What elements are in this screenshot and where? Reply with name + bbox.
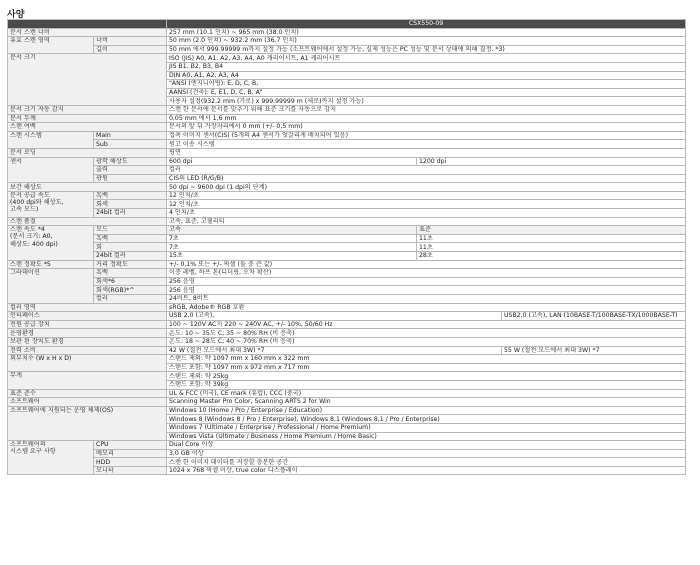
row-value: USB2,0 (고속), LAN (10BASE-T/100BASE-TX/1000BASE-T) — [502, 312, 686, 321]
row-value: 50 mm (2.0 인치) ~ 932.2 mm (36.7 인치) — [167, 37, 686, 46]
row-value: 12 인치/초 — [167, 200, 686, 209]
row-sublabel: 너비 — [94, 37, 167, 46]
table-row — [8, 123, 686, 132]
table-row — [8, 148, 686, 157]
row-label: 컬러 영역 — [8, 303, 167, 312]
row-value: 1200 dpi — [417, 157, 686, 166]
table-row — [8, 105, 686, 114]
row-sublabel: 길이 — [94, 45, 167, 54]
mode-header: 고속 — [167, 226, 417, 235]
row-value: CIS의 LED (R/G/B) — [167, 174, 686, 183]
row-value: 7초 — [167, 243, 417, 252]
table-row — [8, 140, 686, 149]
row-sublabel: 컬러 — [94, 295, 167, 304]
row-value: UL & FCC (미국), CE mark (유럽), CCC (중국) — [167, 389, 686, 398]
row-value: 0,05 mm 에서 1,6 mm — [167, 114, 686, 123]
label-line: (문서 크기: A0, — [10, 233, 53, 241]
row-value: 24비트, 8비트 — [167, 295, 686, 304]
table-row — [8, 28, 686, 37]
table-row — [8, 174, 686, 183]
table-row — [8, 303, 686, 312]
table-row — [8, 389, 686, 398]
table-row — [8, 346, 686, 355]
table-row — [8, 166, 686, 175]
row-label: 외부치수 (W x H x D) — [8, 355, 167, 372]
table-row — [8, 37, 686, 46]
row-sublabel: 광원 — [94, 174, 167, 183]
table-row — [8, 269, 686, 278]
row-sublabel: 회 — [94, 243, 167, 252]
row-value: 42 W (절전 모드에서 최대 3W) *7 — [167, 346, 502, 355]
row-value: Windows 8 (Windows 8 / Pro / Enterprise), Windows 8,1 (Windows 8,1 / Pro / Enterprise) — [167, 415, 686, 424]
row-sublabel: 회색 — [94, 200, 167, 209]
row-value: Scanning Master Pro Color, Scanning ARTS 2 for Win — [167, 398, 686, 407]
row-label: 인터페이스 — [8, 312, 167, 321]
label-line: 문서 공급 속도 — [10, 191, 50, 199]
table-row — [8, 131, 686, 140]
row-value: 고속, 표준, 고퀄리티 — [167, 217, 686, 226]
row-label: 전력 소비 — [8, 346, 167, 355]
row-value: Windows Vista (Ultimate / Business / Home Premium / Home Basic) — [167, 432, 686, 441]
row-value: 컬러 — [167, 166, 686, 175]
row-sublabel: Sub — [94, 140, 167, 149]
row-label: 문서 크기 자동 감지 — [8, 105, 167, 114]
table-row — [8, 372, 686, 381]
row-sublabel: 출력 — [94, 166, 167, 175]
row-value: 접촉 이미지 센서(CIS) (5개의 A4 센서가 엇갈리게 배치되어 있음) — [167, 131, 686, 140]
label-line: 소프트웨어의 — [10, 441, 46, 449]
model-name: CSX550-09 — [167, 20, 686, 29]
page-title: 사양 — [7, 10, 25, 20]
row-value: 12 인치/초 — [167, 191, 686, 200]
table-row — [8, 458, 686, 467]
row-label: 문서 크기 — [8, 54, 167, 106]
row-label: 문서 두께 — [8, 114, 167, 123]
row-sublabel: 회색*6 — [94, 277, 167, 286]
row-label — [8, 226, 94, 260]
row-sublabel: 24bit 컬러 — [94, 252, 167, 261]
table-row — [8, 398, 686, 407]
table-row — [8, 337, 686, 346]
row-value: 11초 — [417, 243, 686, 252]
label-line: 스캔 속도 *4 — [10, 226, 45, 234]
row-sublabel: 메모리 — [94, 449, 167, 458]
row-value: 1024 x 768 픽셀 이상, true color 디스플레이 — [167, 466, 686, 475]
table-row — [8, 252, 686, 261]
row-sublabel: 광학 해상도 — [94, 157, 167, 166]
row-value: 스탠드 포함: 약 1097 mm x 972 mm x 717 mm — [167, 363, 686, 372]
row-value: 100 ~ 120V AC지 220 ~ 240V AC, +/- 10%, 50/60 Hz — [167, 320, 686, 329]
table-row — [8, 277, 686, 286]
row-value: AANSI (건축): E, E1, D, C, B, A" — [167, 88, 686, 97]
table-row — [8, 441, 686, 450]
row-value: sRGB, Adobe® RGB 호환 — [167, 303, 686, 312]
row-label: 그라데이션 — [8, 269, 94, 303]
row-label — [8, 441, 94, 475]
row-value: DIN A0, A1, A2, A3, A4 — [167, 71, 686, 80]
row-sublabel: 24bit 컬러 — [94, 209, 167, 218]
table-row — [8, 209, 686, 218]
row-value: Windows 7 (Ultimate / Enterprise / Professional / Home Premium) — [167, 423, 686, 432]
row-value: 50 mm 에서 999.99999 m까지 설정 가능 (소프트웨어에서 설정 가능, 실제 성능은 PC 성능 및 문서 상태에 의해 결정. *3) — [167, 45, 686, 54]
row-value: 온도: 10 ~ 35도 C; 35 ~ 80% RH (비 응축) — [167, 329, 686, 338]
row-value: 15초 — [167, 252, 417, 261]
table-row — [8, 329, 686, 338]
table-row — [8, 45, 686, 54]
row-sublabel: 회색(RGB)*^ — [94, 286, 167, 295]
row-value: JIS B1, B2, B3, B4 — [167, 62, 686, 71]
row-value: 스캔 한 이미지 데이터를 저장할 충분한 공간 — [167, 458, 686, 467]
row-value: 600 dpi — [167, 157, 417, 166]
row-sublabel: 흑백 — [94, 191, 167, 200]
row-value: 스탠드 제외: 약 25kg — [167, 372, 686, 381]
row-value: 257 mm (10.1 인치) ~ 965 mm (38.0 인치) — [167, 28, 686, 37]
row-label: 무게 — [8, 372, 167, 389]
table-row — [8, 260, 686, 269]
row-sublabel: Main — [94, 131, 167, 140]
row-value: 256 음영 — [167, 286, 686, 295]
mode-header: 표준 — [417, 226, 686, 235]
row-label: 보관 된 장치도 환경 — [8, 337, 167, 346]
row-sublabel: 흑백 — [94, 269, 167, 278]
label-line: 고속 모드) — [10, 206, 39, 214]
row-value: USB 2,0 (고속), — [167, 312, 502, 321]
row-sublabel: 모니터 — [94, 466, 167, 475]
row-label: 센서 — [8, 157, 94, 183]
row-value: Windows 10 (Home / Pro / Enterprise / Education) — [167, 406, 686, 415]
table-row — [8, 466, 686, 475]
table-row — [8, 20, 686, 29]
row-value: Dual Core 이상 — [167, 441, 686, 450]
table-row — [8, 320, 686, 329]
row-label: 유효 스캔 영역 — [8, 37, 94, 54]
row-value: 50 dpi ~ 9600 dpi (1 dpi의 단계) — [167, 183, 686, 192]
row-value: 스탠드 포함: 약 39kg — [167, 380, 686, 389]
label-line: 시스템 요구 사항 — [10, 448, 56, 456]
row-value: 55 W (절전 모드에서 최대 3W) *7 — [502, 346, 686, 355]
table-row — [8, 406, 686, 415]
table-row — [8, 157, 686, 166]
row-label: 표준 준수 — [8, 389, 167, 398]
row-sublabel: 모드 — [94, 226, 167, 235]
row-value: 평면 — [167, 148, 686, 157]
row-value: 이중 레벨, 하프 톤(디더링, 오차 확산) — [167, 269, 686, 278]
label-line: (400 dpi와 해상도, — [10, 199, 64, 206]
row-value: 11초 — [417, 234, 686, 243]
row-sublabel: CPU — [94, 441, 167, 450]
table-row — [8, 54, 686, 63]
table-row — [8, 226, 686, 235]
row-label — [8, 191, 94, 217]
table-row — [8, 217, 686, 226]
row-sublabel: HDD — [94, 458, 167, 467]
row-sublabel: 거리 정확도 — [94, 260, 167, 269]
row-value: 사용자 설정(932.2 mm (가로) x 999.99999 m (세로)까지 설정 가능) — [167, 97, 686, 106]
row-sublabel: 흑백 — [94, 234, 167, 243]
table-row — [8, 191, 686, 200]
row-label: 소프트웨어 — [8, 398, 167, 407]
row-label: 스캔 여백 — [8, 123, 167, 132]
row-value: ISO (JIS) A0, A1, A2, A3, A4, A0 캐리어시트, A1 캐리어시트 — [167, 54, 686, 63]
row-label: 문서 로딩 — [8, 148, 167, 157]
table-row — [8, 243, 686, 252]
row-value: +/- 0,1% 또는 +/- 픽셀 (둘 중 큰 값) — [167, 260, 686, 269]
table-row — [8, 234, 686, 243]
table-row — [8, 183, 686, 192]
table-row — [8, 114, 686, 123]
row-label: 보간 해상도 — [8, 183, 167, 192]
row-label: 전원 공급 장치 — [8, 320, 167, 329]
row-value: 스탠드 제외: 약 1097 mm x 160 mm x 322 mm — [167, 355, 686, 364]
row-value: 스캔 한 문서에 문서를 맞추기 위해 표준 크기를 자동으로 감지 — [167, 105, 686, 114]
row-value: 4 인치/초 — [167, 209, 686, 218]
label-line: 해상도: 400 dpi) — [10, 240, 58, 248]
row-label: 스캔 시스템 — [8, 131, 94, 148]
row-label: 스캔 품질 — [8, 217, 167, 226]
table-row — [8, 295, 686, 304]
row-value: 문서의 앞 뒤 가장자리에서 0 mm (+/- 0,5 mm) — [167, 123, 686, 132]
row-value: 7초 — [167, 234, 417, 243]
row-value: 28초 — [417, 252, 686, 261]
table-row — [8, 200, 686, 209]
spec-table — [7, 19, 686, 475]
row-value: 3,0 GB 이상 — [167, 449, 686, 458]
row-value: 원고 이송 시스템 — [167, 140, 686, 149]
row-value: 256 음영 — [167, 277, 686, 286]
table-row — [8, 312, 686, 321]
table-row — [8, 355, 686, 364]
table-row — [8, 286, 686, 295]
row-label: 운영환경 — [8, 329, 167, 338]
row-label: 스캔 정확도 *5 — [8, 260, 94, 269]
table-row — [8, 449, 686, 458]
row-value: "ANSI (엔지니어링): E, D, C, B, — [167, 80, 686, 89]
row-label: 문서 스캔 너비 — [8, 28, 167, 37]
row-label: 소프트웨어에 지원되는 운영 체제(OS) — [8, 406, 167, 440]
row-value: 온도: 18 ~ 28도 C; 40 ~ 70% RH (비 응축) — [167, 337, 686, 346]
